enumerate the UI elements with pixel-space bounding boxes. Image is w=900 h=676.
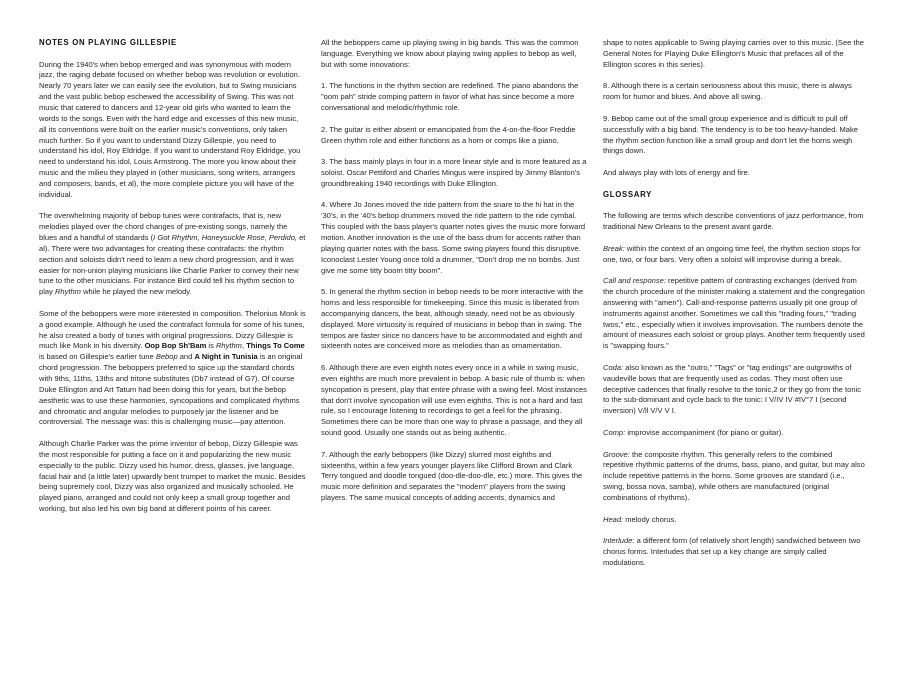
list-item-8: 8. Although there is a certain seriousness about this music, there is always room for humor and blues. And above all swing. xyxy=(603,81,852,102)
glossary-term: Coda: xyxy=(603,362,624,372)
text-run: is xyxy=(206,341,216,351)
glossary-term: Head: xyxy=(603,514,624,524)
glossary-definition: within the context of an ongoing time feel, the rhythm section stops for one, two, or four bars. Very often a soloist will improvise during a break. xyxy=(603,243,861,264)
glossary-definition: melody chorus. xyxy=(623,514,677,524)
glossary-entry-comp xyxy=(603,428,865,439)
glossary-definition: improvise accompaniment (for piano or guitar). xyxy=(625,427,784,437)
glossary-entry-break xyxy=(603,244,865,266)
bold-things-to-come: Things To Come xyxy=(246,341,305,351)
glossary-definition: repetitive pattern of contrasting exchanges (derived from the church procedure of the minister making a statement and the congregation answering with "amen"). Call-and-response patterns usually pit one group of instruments against another. Sometimes we call this "trading fours," "trading twos," etc., especially when it involves improvisation. The numbers denote the amount of measures each soloist or group plays. Another term frequently used is "swapping fours." xyxy=(603,276,865,351)
glossary-term: Call and response: xyxy=(603,276,666,286)
glossary-term: Groove: xyxy=(603,449,630,459)
bold-night-in-tunisia: A Night in Tunisia xyxy=(194,352,258,362)
italic-rhythm: Rhythm xyxy=(215,341,242,351)
column-middle xyxy=(321,38,587,515)
glossary-definition: a different form (of relatively short length) sandwiched between two chorus forms. Interludes that set up a key change are simply called modulations. xyxy=(603,536,861,567)
glossary-term: Comp: xyxy=(603,427,626,437)
glossary-definition: the composite rhythm. This generally refers to the combined repetitive rhythmic patterns of the drums, bass, piano, and guitar, but may also include repetitive patterns in the horns. Some grooves are standard (i.e., swing, bossa nova, samba), while others are manufactured (original combinations of rhythms). xyxy=(603,449,865,502)
list-item-1: 1. The functions in the rhythm section are redefined. The piano abandons the "oom pah" stride comping pattern in favor of what has since become a more conversational and melodic/rhythmic role. xyxy=(321,81,579,113)
italic-bebop: Bebop xyxy=(155,352,178,362)
glossary-entry-coda xyxy=(603,363,865,417)
text-run: while he played the new melody. xyxy=(80,287,192,297)
bold-oop-bop: Oop Bop Sh'Bam xyxy=(144,341,207,351)
paragraph-composition xyxy=(39,309,307,428)
glossary-entry-head xyxy=(603,515,865,526)
section-heading-glossary: GLOSSARY xyxy=(603,189,653,199)
glossary-entry-call-and-response xyxy=(603,276,865,352)
glossary-term: Interlude: xyxy=(603,536,635,546)
paragraph-contrafacts xyxy=(39,211,307,298)
list-item-2: 2. The guitar is either absent or emancipated from the 4-on-the-floor Freddie Green rhythm role and either functions as a horn or comps like a piano. xyxy=(321,124,576,145)
glossary-entry-interlude xyxy=(603,536,865,569)
list-item-6: 6. Although there are even eighth notes every once in a while in swing music, even eighths are much more prevalent in bebop. A basic rule of thumb is: when syncopation is present, play that entire phrase with a swing feel. Most instances that don't involve syncopation will use even eighths. This is not a hard and fast rule, so I encourage listening to recordings to get a feel for the phrasing. Sometimes there can be more than one way to phrase a passage, and they all sound good. Usually one stands out as being authentic. xyxy=(321,363,587,438)
text-run: Some of the beboppers were more interested in composition. Thelonius Monk is a good example. Although he used the contrafact formula for some of his tunes, he also created a body of tunes with original progressions. Dizzy Gillespie is much like Monk in his diversity. xyxy=(39,308,306,351)
text-run: is based on Gillespie's earlier tune xyxy=(39,352,156,362)
text-run: is an original chord progression. The beboppers preferred to spice up the standard chords with 9ths, 11ths, 13ths and tritone substitutes (Db7 instead of G7). Of course Duke Ellington and Art Tatum had been doing this for years, but the bebop aesthetic was to use these harmonies, syncopations and complicated rhythms and chromatic and angular melodies to purposely jar the listener and be controversial. The message was: this is challenging music—pay attention. xyxy=(39,352,303,427)
list-item-4: 4. Where Jo Jones moved the ride pattern from the snare to the hi hat in the '30's, in the '40's bebop drummers moved the ride pattern to the ride cymbal. This coupled with the bass player's quarter notes gives the music more forward motion. Another innovation is the use of the bass drum for accents rather than playing quarter notes with the bass. Some swing players found this disruptive. Iconoclast Lester Young once told a drummer, "Don't drop me no bombs. Just give me some titty boom titty boom". xyxy=(321,200,586,275)
list-item-3: 3. The bass mainly plays in four in a more linear style and is more featured as a soloist. Oscar Pettiford and Charles Mingus were inspired by Jimmy Blanton's groundbreaking 1940 recordings with Duke Ellington. xyxy=(321,157,587,188)
list-item-9: 9. Bebop came out of the small group experience and is difficult to pull off successfully with a big band. The tendency is to be too heavy-handed. Make the rhythm section function like a small group and don't let the horns weigh things down. xyxy=(603,113,858,156)
section-heading-notes: NOTES ON PLAYING GILLESPIE xyxy=(39,38,177,47)
glossary-definition: also known as the "outro," "Tags" or "tag endings" are outgrowths of vaudeville bows that are frequently used as codas. They most often use deceptive cadences that finally resolve to the tonic,2 or they go from the tonic to the sub-dominant and cycle back to the tonic: I V/IV IV #IV°7 I (second inversion) V/ll V/V V I. xyxy=(603,362,861,416)
column-left xyxy=(39,38,307,526)
paragraph-closing: And always play with lots of energy and fire. xyxy=(603,167,750,177)
italic-song-titles: I Got Rhythm, Honeysuckle Rose, Perdido, xyxy=(153,233,297,243)
paragraph-continuation: shape to notes applicable to Swing playing carries over to this music. (See the General Notes for Playing Duke Ellington's Music that prefaces all of the Ellington scores in this series). xyxy=(603,38,864,69)
glossary-entry-groove xyxy=(603,450,865,504)
text-run: and xyxy=(177,352,195,362)
paragraph-innovations-intro: All the beboppers came up playing swing in big bands. This was the common language. Everything we know about playing swing applies to bebop as well, but with some innovations: xyxy=(321,38,579,69)
text-run: , xyxy=(241,341,247,351)
paragraph-bebop-evolution: During the 1940's when bebop emerged and was synonymous with modern jazz, the raging debate focused on whether bebop was revolution or evolution. Nearly 70 years later we can easily see the evolution, but to Swing musicians and the vast public bebop eschewed the accessibility of Swing. This was not music that catered to dancers and 12-year old girls who wanted to learn the words to the songs. Even with the hard edge and excesses of this new music, all its conventions were built on the earlier music's conventions, only taken much further. So if you want to understand Dizzy Gillespie, you need to understand his idol, Roy Eldridge. If you want to understand Roy Eldridge, you need to understand his idol, Louis Armstrong. The more you know about their music and the milieu they played in (other musicians, song writers, arrangers and composers, bands, et al), the more complete picture you will have of the individual. xyxy=(39,59,301,199)
list-item-7: 7. Although the early beboppers (like Dizzy) slurred most eighths and sixteenths, within a few years younger players like Clifford Brown and Clark Terry tongued and doodle tongued (doo-dle-doo-dle, etc.) more. This gives the music more definition and separates the "modern" players from the swing players. The same musical concepts of adding accents, dynamics and xyxy=(321,449,583,503)
column-right xyxy=(603,38,865,580)
italic-rhythm: Rhythm xyxy=(54,287,81,297)
text-run: The overwhelming majority of bebop tunes were contrafacts, that is, new melodies played over the chord changes of pre-existing songs, namely the blues and a handful of standards ( xyxy=(39,211,288,243)
paragraph-glossary-intro: The following are terms which describe conventions of jazz performance, from traditional New Orleans to the present avant garde. xyxy=(603,211,864,232)
list-item-5: 5. In general the rhythm section in bebop needs to be more interactive with the horns and less responsible for timekeeping. Since this music is liberated from accompanying dancers, the beat, although steady, need not be as obviously displayed. More virtuosity is required of musicians in bebop than in swing. The tempos are faster since no dancers have to be accommodated and eighth and sixteenth notes are conceived more as melodies than as ornamentation. xyxy=(321,287,584,351)
text-run: et al). There were two advantages for creating these contrafacts: the rhythm section and soloists didn't need to learn a new chord progression, and it was easier for non-union playing musicians like Charlie Parker to convey their new tune to the other musicians. For instance Bird could tell his rhythm section to play xyxy=(39,233,306,297)
paragraph-charlie-parker: Although Charlie Parker was the prime inventor of bebop, Dizzy Gillespie was the most responsible for putting a face on it and popularizing the new music especially to the public. Dizzy used his humor, dress, glasses, jive language, facial hair and (a little later) upwardly bent trumpet to market the music. Besides being supremely cool, Dizzy was also organized and musically schooled. He played piano, arranged and could not only keep a small group together and working, but also led his own big band at different points of his career. xyxy=(39,439,306,514)
glossary-term: Break: xyxy=(603,243,625,253)
